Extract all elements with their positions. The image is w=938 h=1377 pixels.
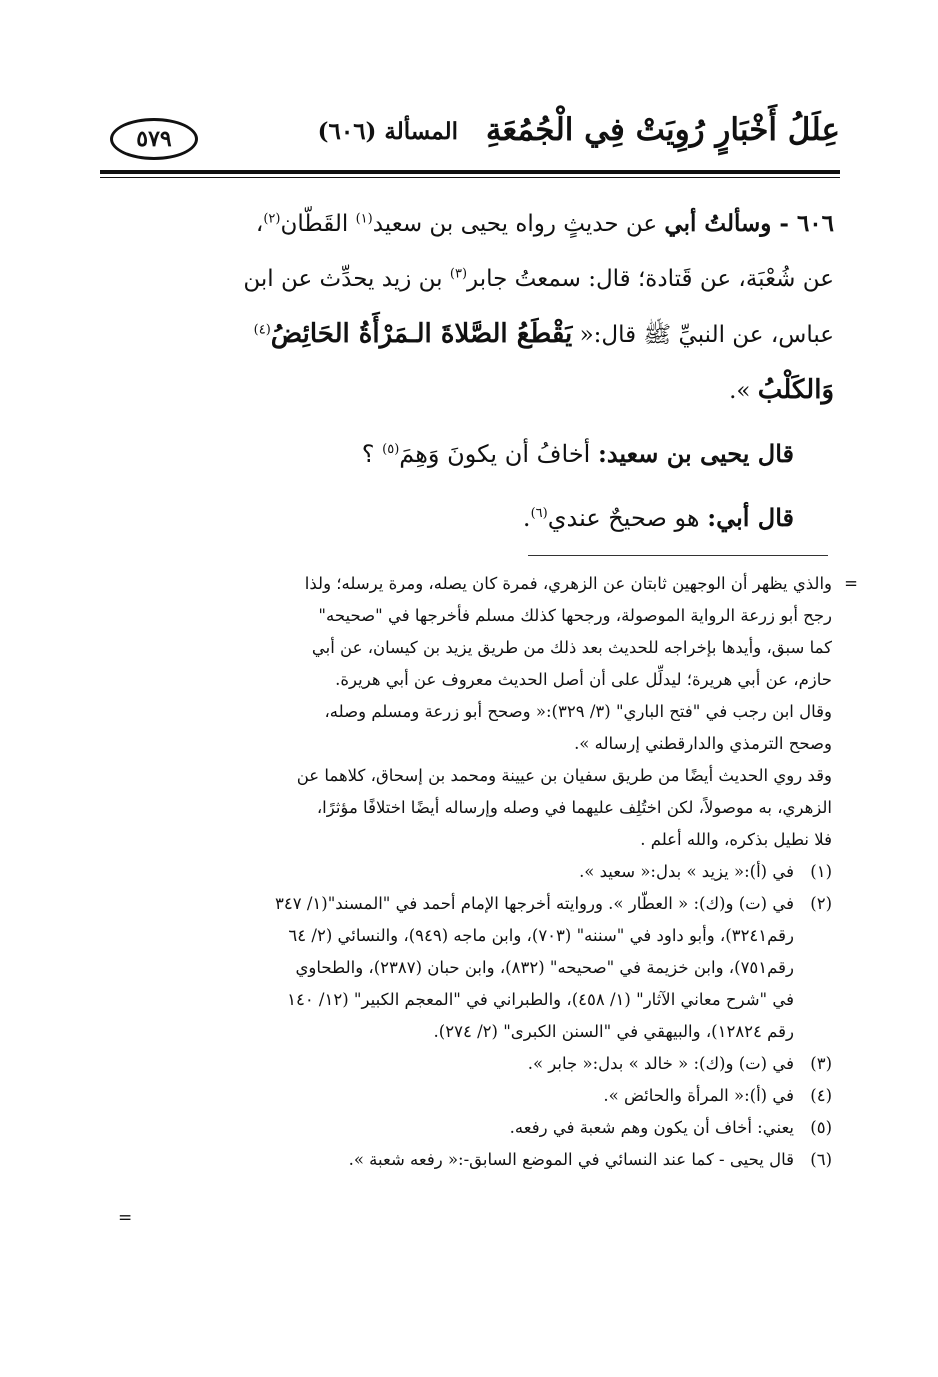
main-line-4 [104, 363, 834, 419]
continuation-marker: = [844, 574, 858, 593]
speaker: قال أبي: [707, 503, 794, 532]
header-rule-thin [100, 177, 840, 178]
footnote-line: رقم٧٥١)، وابن خزيمة في "صحيحه" (٨٣٢)، وابن حبان (٢٣٨٧)، والطحاوي [295, 958, 794, 977]
footnote-line: في (ت) و(ك): « خالد » بدل:« جابر ». [527, 1054, 794, 1073]
footnote-ref-2: (٢) [263, 211, 281, 227]
main-line-2 [104, 252, 834, 307]
footnote-line [106, 568, 858, 600]
footnote-separator [528, 555, 828, 556]
footnote-line: في (أ):« يزيد » بدل:« سعيد ». [579, 862, 794, 881]
footnote-line: رقم٣٢٤١)، وأبو داود في "سننه" (٧٠٣)، وابن ماجه (٩٤٩)، والنسائي (٢/ ٦٤ [288, 926, 794, 945]
text-span: هو صحيحٌ عندي [547, 504, 708, 532]
footnotes [106, 568, 858, 1176]
running-title: عِلَلُ أَخْبَارٍ رُوِيَتْ فِي الْجُمُعَةِ [485, 112, 840, 148]
abi-statement [104, 489, 834, 547]
footnote-ref-1: (١) [355, 211, 373, 227]
text-span: ؟ [361, 440, 383, 468]
footnote-number: (٦) [810, 1150, 832, 1169]
main-line-1 [104, 196, 834, 252]
footnote-line: فلا نطيل بذكره، والله أعلم . [640, 830, 832, 849]
footnote-number: (١) [810, 862, 832, 881]
footnote-6 [106, 1144, 832, 1176]
main-text [104, 196, 834, 547]
header-rule-thick [100, 170, 840, 174]
footnote-3 [106, 1048, 832, 1080]
page-number: ٥٧٩ [110, 118, 198, 160]
footnote-4 [106, 1080, 832, 1112]
footnote-line: وقال ابن رجب في "فتح الباري" (٣/ ٣٢٩):« وصحح أبو زرعة ومسلم وصله، [324, 702, 832, 721]
hadith-text: يَقْطَعُ الصَّلاةَ الـمَرْأَةُ الحَائِضُ [270, 319, 573, 349]
footnote-ref-3: (٣) [449, 266, 468, 282]
footnote-continuation [106, 568, 858, 856]
text-span: عن شُعْبَة، عن قَتادة؛ قال: سمعتُ جابر [467, 266, 834, 292]
main-line-3 [104, 307, 834, 363]
footnote-line: رقم ١٢٨٢٤)، والبيهقي في "السنن الكبرى" (٢/ ٢٧٤). [433, 1022, 794, 1041]
footnote-line: وقد روي الحديث أيضًا من طريق سفيان بن عيينة ومحمد بن إسحاق، كلاهما عن [296, 766, 832, 785]
text-span: عن حديثٍ رواه يحيى بن سعيد [372, 211, 665, 237]
text-span: القَطّان [280, 211, 356, 237]
footnote-number: (٥) [810, 1118, 832, 1137]
hadith-text-end: وَالكَلْبُ [757, 375, 834, 405]
text-span: . [522, 504, 531, 532]
speaker: قال يحيى بن سعيد: [597, 439, 794, 468]
footnote-ref-5: (٥) [382, 442, 400, 457]
text-span: ». [729, 378, 758, 404]
footnote-line: في (ت) و(ك): « العطّار ». وروايته أخرجها الإمام أحمد في "المسند"(١/ ٣٤٧ [274, 894, 794, 913]
question-intro: ٦٠٦ - وسألتُ أبي [664, 210, 834, 237]
footnote-number: (٤) [810, 1086, 832, 1105]
footnote-line: رجح أبو زرعة الرواية الموصولة، ورجحها كذلك مسلم فأخرجها في "صحيحه" [318, 606, 832, 625]
continues-marker: = [118, 1208, 133, 1228]
footnote-ref-6: (٦) [530, 506, 548, 521]
footnote-ref-4: (٤) [253, 322, 271, 338]
question-paragraph [104, 196, 834, 419]
footnote-number: (٣) [810, 1054, 832, 1073]
text-span: ، [255, 211, 264, 237]
footnote-line: حازم، عن أبي هريرة؛ ليدلِّل على أن أصل الحديث معروف عن أبي هريرة. [335, 670, 832, 689]
footnote-5 [106, 1112, 832, 1144]
text-span: أخافُ أن يكونَ وَهِمَ [399, 440, 598, 468]
footnote-line: يعني: أخاف أن يكون وهم شعبة في رفعه. [509, 1118, 794, 1137]
footnote-2 [106, 888, 832, 1048]
footnote-line: في (أ):« المرأة والحائض ». [603, 1086, 794, 1105]
page-header [100, 112, 840, 162]
issue-label: المسألة (٦٠٦) [317, 118, 458, 145]
footnote-line: الزهري، به موصولاً، لكن اختُلِف عليهما في وصله وإرساله أيضًا اختلافًا مؤثرًا، [316, 798, 832, 817]
text-span: عباس، عن النبيِّ ﷺ قال:« [572, 322, 834, 348]
text-span: والذي يظهر أن الوجهين ثابتان عن الزهري، فمرة كان يصله، ومرة يرسله؛ ولذا [304, 574, 832, 593]
text-span: بن زيد يحدِّث عن ابن [243, 266, 450, 292]
footnote-number: (٢) [810, 894, 832, 913]
footnote-line: قال يحيى - كما عند النسائي في الموضع السابق-:« رفعه شعبة ». [348, 1150, 794, 1169]
footnote-line: كما سبق، وأيدها بإخراجه للحديث بعد ذلك من طريق يزيد بن كيسان، عن أبي [311, 638, 832, 657]
footnote-1 [106, 856, 832, 888]
footnote-line: في "شرح معاني الآثار" (١/ ٤٥٨)، والطبراني في "المعجم الكبير" (١٢/ ١٤٠ [287, 990, 794, 1009]
yahya-statement [104, 425, 834, 483]
footnote-line: وصحح الترمذي والدارقطني إرساله ». [574, 734, 832, 753]
